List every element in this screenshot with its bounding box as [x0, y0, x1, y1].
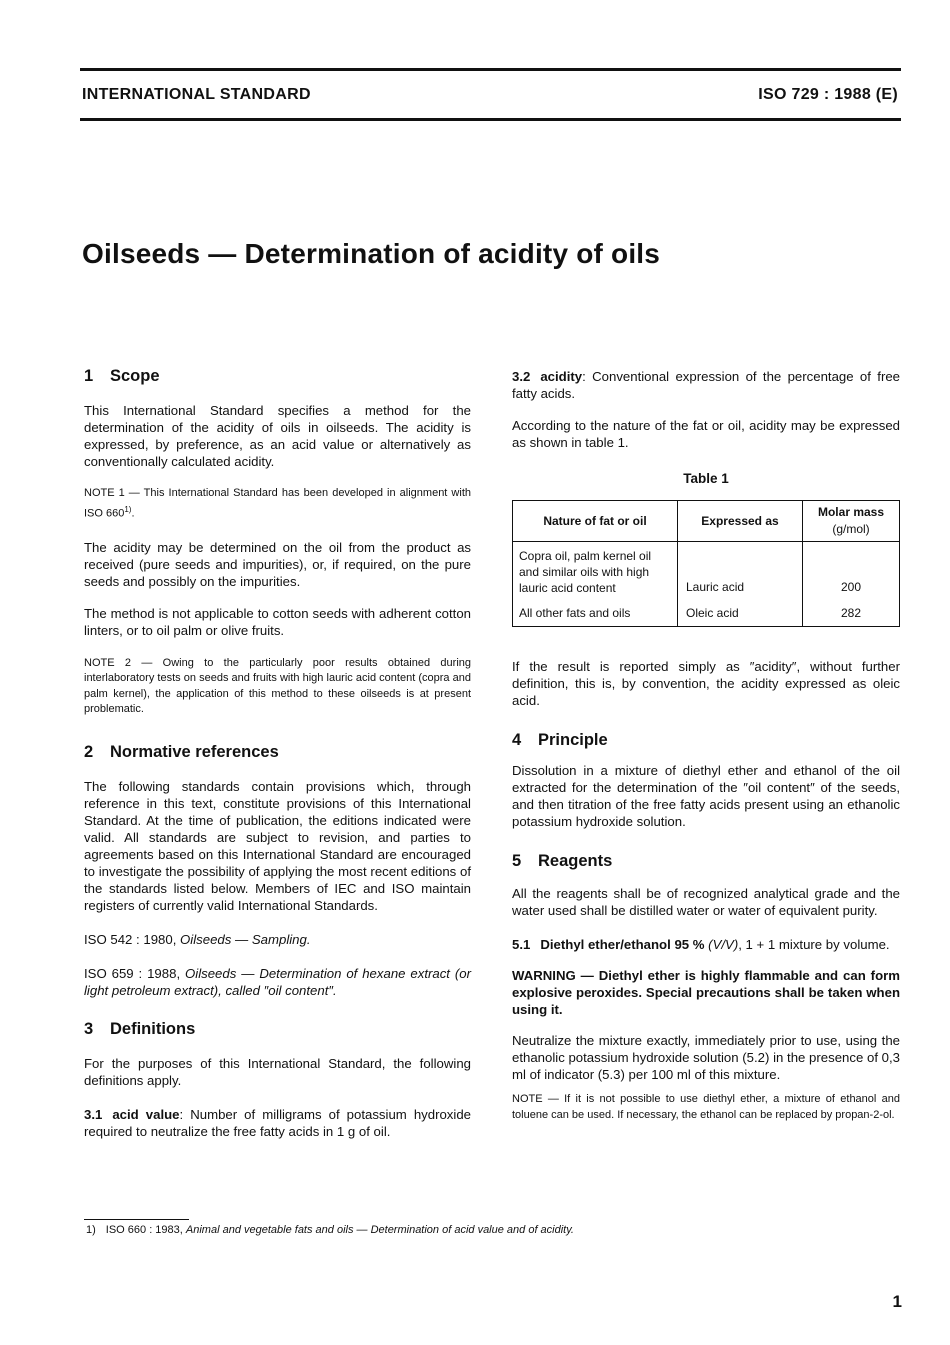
document-title: Oilseeds — Determination of acidity of oils — [82, 238, 661, 269]
neutralize-paragraph: Neutralize the mixture exactly, immediately prior to use, using the ethanolic potassium hydroxide solution (5.2) in the presence of 0,3 ml of indicator (5.3) per 100 ml of this mixture. — [512, 1033, 900, 1082]
definition-text: : Number of milligrams of potassium hydroxide required to neutralize the free fatty acids in 1 g of oil. — [84, 1106, 471, 1139]
section-2-heading — [84, 744, 471, 761]
note-1-end: . — [131, 507, 135, 520]
table-row — [513, 542, 900, 600]
reference-iso-659 — [84, 965, 471, 999]
reagent-ratio: (V/V) — [708, 937, 739, 952]
note-2: NOTE 2 — Owing to the particularly poor results obtained during interlaboratory tests on seeds and fruits with high lauric acid content (copra and palm kernel), the application of this method to these oilseeds is at present problematic. — [84, 656, 471, 716]
definition-3-2 — [512, 368, 900, 402]
reagent-text: , 1 + 1 mixture by volume. — [738, 937, 890, 952]
section-title: Definitions — [110, 1019, 196, 1038]
reagent-5-1 — [512, 936, 900, 953]
table-cell: Copra oil, palm kernel oil and similar oils with high lauric acid content — [513, 542, 678, 600]
table-cell: All other fats and oils — [513, 599, 678, 627]
left-column — [84, 368, 471, 1140]
definition-text: : Conventional expression of the percentage of free fatty acids. — [512, 369, 900, 401]
footnote-code: ISO 660 : 1983, — [105, 1224, 186, 1236]
definition-term: acidity — [540, 369, 583, 384]
reference-code: ISO 659 : 1988, — [84, 965, 186, 981]
section-number: 4 — [512, 731, 522, 749]
right-column — [512, 368, 900, 1123]
section-title: Principle — [538, 731, 608, 749]
reference-title: Oilseeds — Sampling. — [180, 931, 311, 947]
table-caption: Table 1 — [683, 471, 729, 486]
section-number: 1 — [84, 367, 94, 385]
table-cell: 282 — [803, 599, 900, 627]
table-header-row — [513, 501, 900, 542]
header-top-rule — [80, 68, 901, 71]
reference-code: ISO 542 : 1980, — [84, 931, 181, 947]
scope-paragraph-3: The method is not applicable to cotton seeds with adherent cotton linters, or to oil palm or olive fruits. — [84, 605, 471, 638]
reagents-paragraph: All the reagents shall be of recognized analytical grade and the water used shall be distilled water or water of equivalent purity. — [512, 886, 900, 918]
table-cell: 200 — [803, 542, 900, 600]
header-left: INTERNATIONAL STANDARD — [82, 86, 311, 103]
after-table-paragraph: If the result is reported simply as ″acidity″, without further definition, this is, by convention, the acidity expressed as oleic acid. — [512, 659, 900, 708]
definition-3-1 — [84, 1106, 471, 1140]
table-intro-paragraph: According to the nature of the fat or oil, acidity may be expressed as shown in table 1. — [512, 418, 900, 450]
acidity-table — [512, 500, 900, 627]
footnote-rule — [84, 1219, 189, 1220]
reference-iso-542 — [84, 931, 471, 948]
reagent-note: NOTE — If it is not possible to use diethyl ether, a mixture of ethanol and toluene can be used. If necessary, the ethanol can be replaced by propan-2-ol. — [512, 1093, 900, 1121]
page-number: 1 — [892, 1292, 902, 1311]
note-1 — [84, 486, 471, 522]
section-4-heading — [512, 732, 900, 749]
section-title: Scope — [110, 367, 160, 385]
header-right: ISO 729 : 1988 (E) — [758, 86, 898, 103]
section-1-heading — [84, 368, 471, 385]
molar-mass-label: Molar mass — [817, 505, 885, 519]
reagent-number: 5.1 — [512, 937, 531, 952]
footnote-ref: 1) — [124, 504, 132, 514]
table-header-cell: Nature of fat or oil — [513, 501, 678, 542]
table-cell: Oleic acid — [678, 599, 803, 627]
scope-paragraph-1: This International Standard specifies a method for the determination of the acidity of oils in oilseeds. The acidity is expressed, by preference, as an acid value or alternatively as conventionally calculated acidity. — [84, 403, 471, 469]
table-cell: Lauric acid — [678, 542, 803, 600]
section-number: 5 — [512, 852, 522, 870]
section-number: 2 — [84, 742, 94, 761]
footnote — [86, 1224, 574, 1236]
reference-title: Oilseeds — Determination of hexane extract (or light petroleum extract), called ″oil content″. — [84, 965, 471, 998]
section-number: 3 — [84, 1019, 94, 1038]
footnote-mark: 1) — [86, 1224, 96, 1236]
normative-paragraph: The following standards contain provisions which, through reference in this text, constitute provisions of this International Standard. At the time of publication, the editions indicated were valid. All standards are subject to revision, and parties to agreements based on this International Standard are encouraged to investigate the possibility of applying the most recent editions of the standards listed below. Members of IEC and ISO maintain registers of currently valid International Standards. — [84, 778, 471, 913]
section-3-heading — [84, 1021, 471, 1038]
footnote-title: Animal and vegetable fats and oils — Determination of acid value and of acidity. — [185, 1224, 574, 1236]
scope-paragraph-2: The acidity may be determined on the oil from the product as received (pure seeds and impurities), or, if required, on the pure seeds and possibly on the impurities. — [84, 539, 471, 589]
definition-number: 3.2 — [512, 369, 531, 384]
header-bottom-rule — [80, 118, 901, 121]
reagent-term: Diethyl ether/ethanol 95 % — [540, 937, 705, 952]
section-5-heading — [512, 853, 900, 870]
section-title: Normative references — [110, 742, 279, 761]
section-title: Reagents — [538, 852, 613, 870]
table-header-cell — [803, 501, 900, 542]
warning-paragraph: WARNING — Diethyl ether is highly flammable and can form explosive peroxides. Special precautions shall be taken when using it. — [512, 968, 900, 1017]
definitions-paragraph: For the purposes of this International Standard, the following definitions apply. — [84, 1055, 471, 1088]
table-header-cell: Expressed as — [678, 501, 803, 542]
definition-term: acid value — [112, 1106, 180, 1122]
definition-number: 3.1 — [84, 1106, 103, 1122]
molar-mass-unit: (g/mol) — [832, 522, 870, 536]
table-row — [513, 599, 900, 627]
note-1-text: NOTE 1 — This International Standard has been developed in alignment with ISO 660 — [84, 487, 471, 520]
principle-paragraph: Dissolution in a mixture of diethyl ether and ethanol of the oil extracted for the determination of the ″oil content″ of the seeds, and then titration of the free fatty acids present using an ethanolic potassium hydroxide solution. — [512, 763, 900, 829]
